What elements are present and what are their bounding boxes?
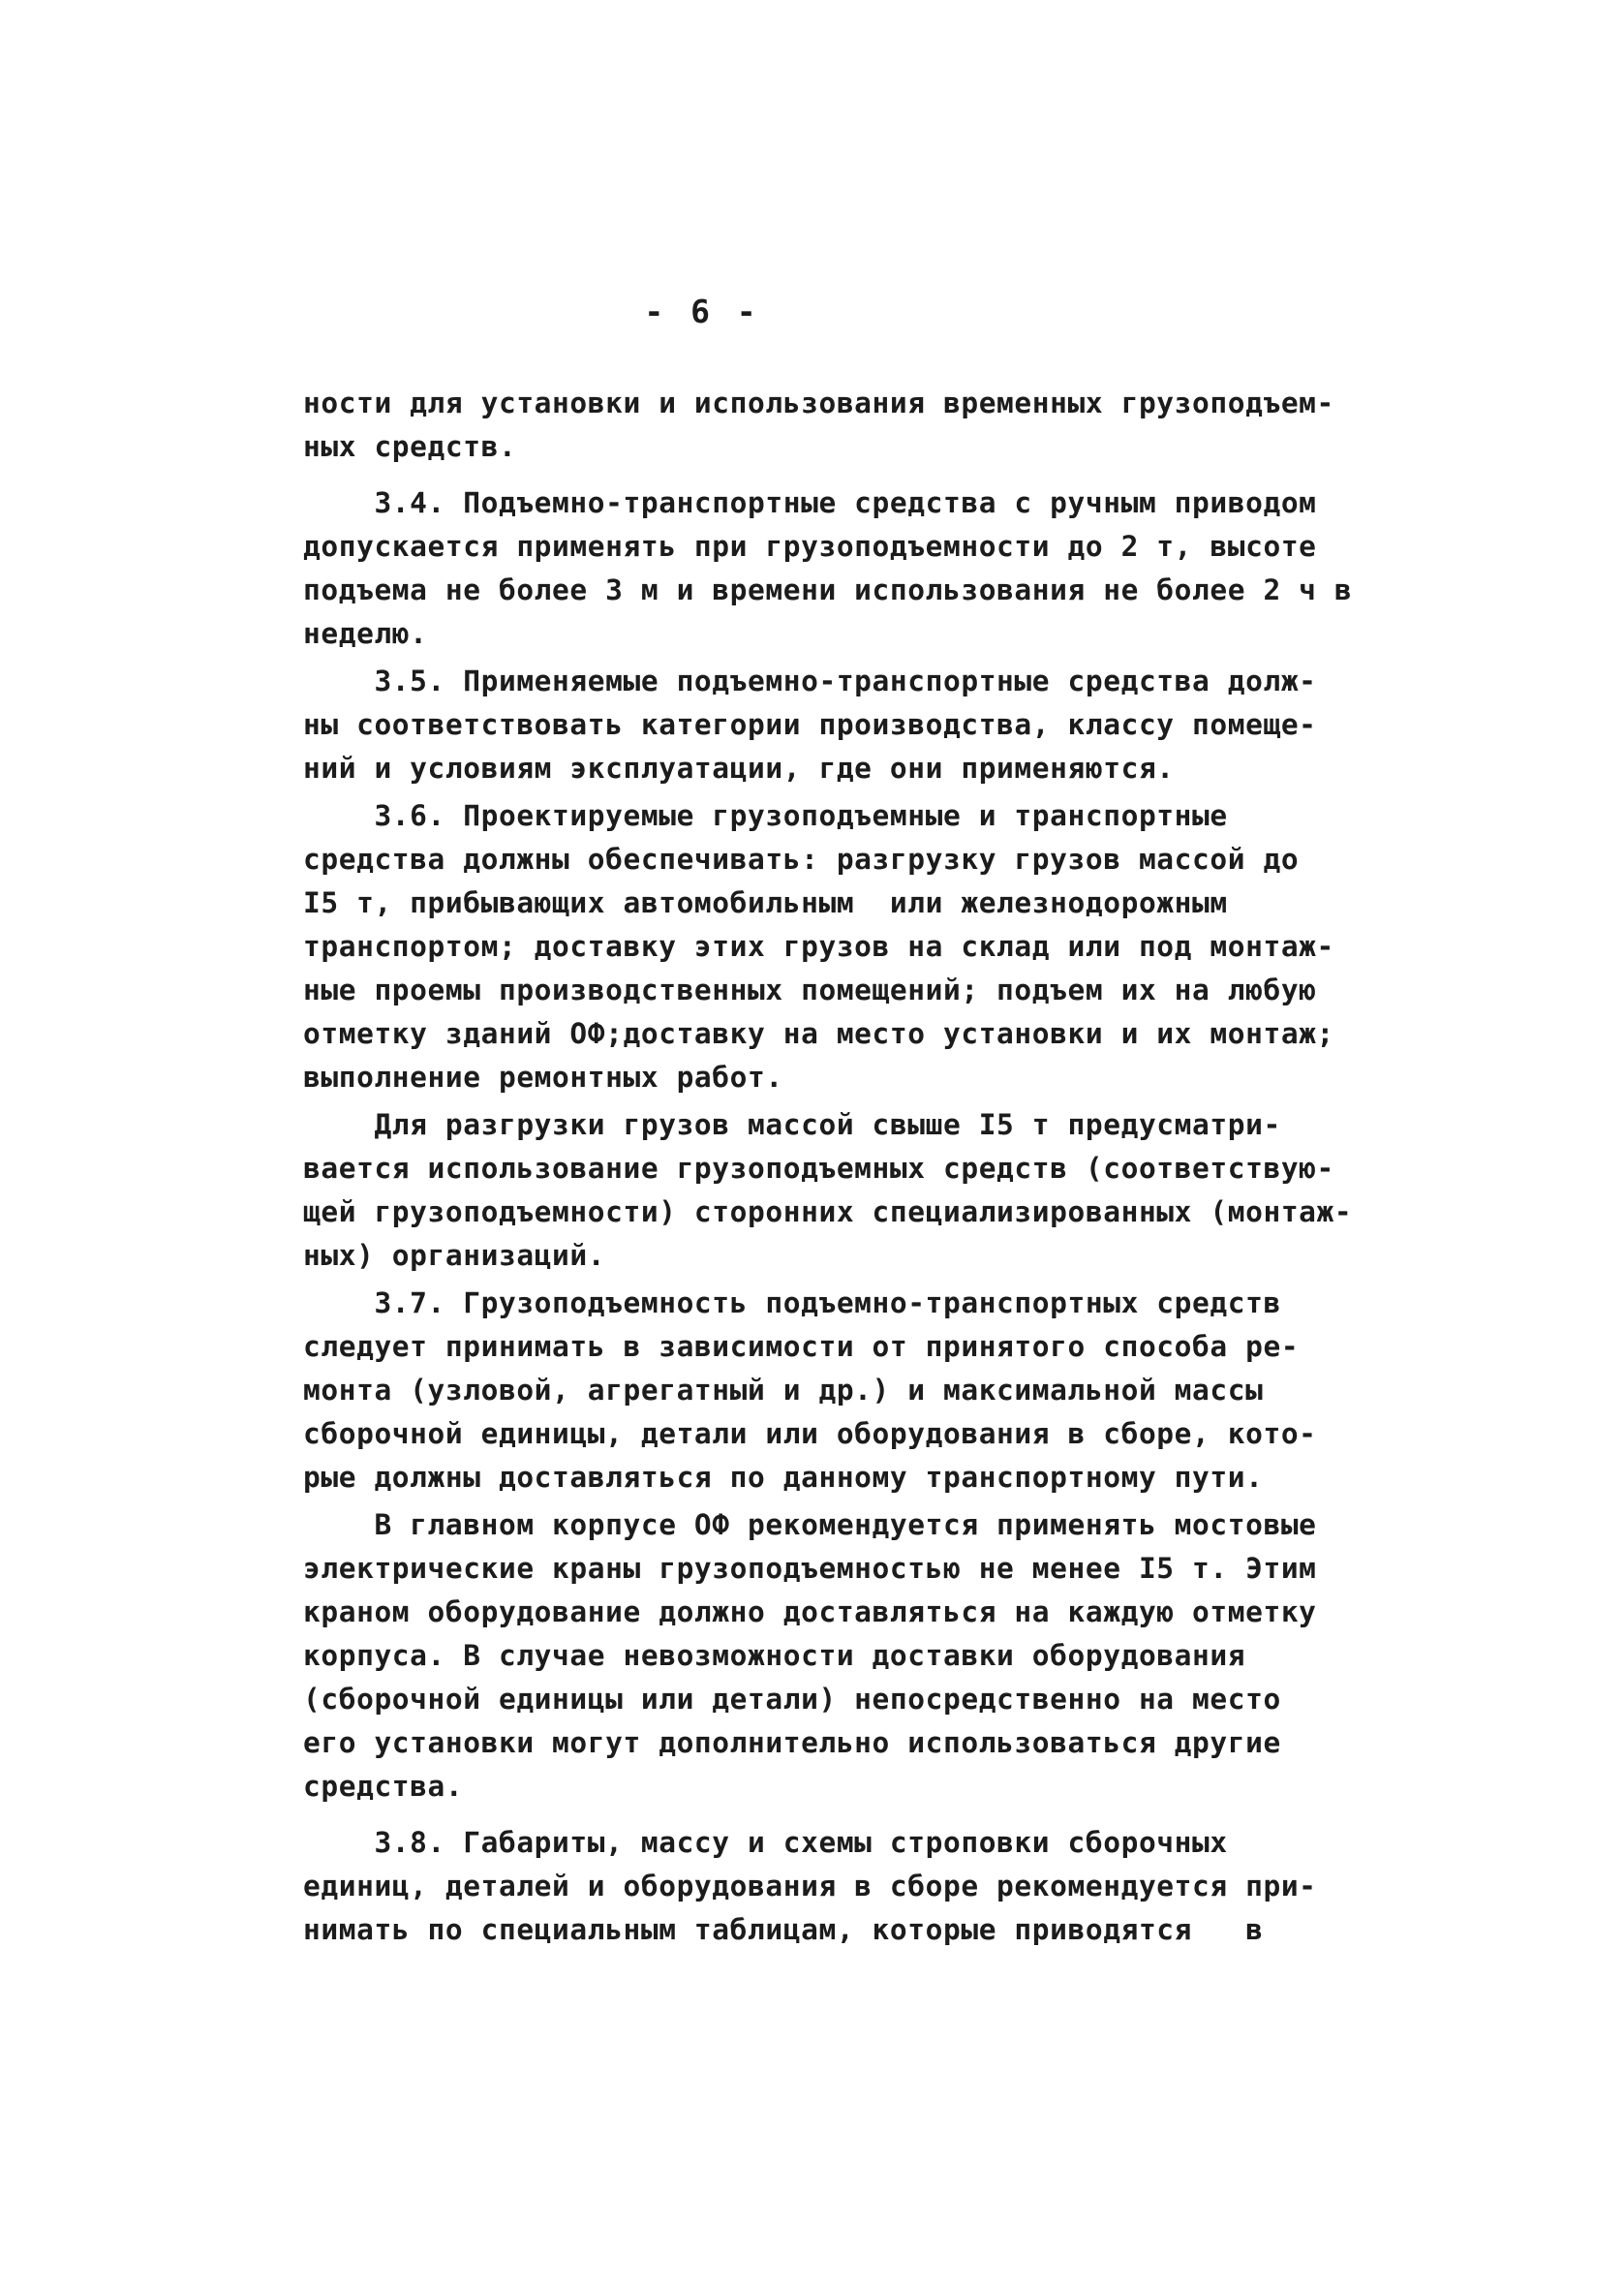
body-text <box>303 382 1388 1952</box>
text-line: средства должны обеспечивать: разгрузку грузов массой до <box>303 843 1300 876</box>
text-line: выполнение ремонтных работ. <box>303 1061 783 1094</box>
text-line: корпуса. В случае невозможности доставки оборудования <box>303 1639 1246 1672</box>
text-line: монта (узловой, агрегатный и др.) и максимальной массы <box>303 1374 1264 1407</box>
text-line: 3.6. Проектируемые грузоподъемные и транспортные <box>303 799 1228 832</box>
text-line: 3.5. Применяемые подъемно-транспортные средства долж- <box>303 665 1317 697</box>
text-line: 3.8. Габариты, массу и схемы строповки сборочных <box>303 1826 1228 1859</box>
paragraph-continuation <box>303 382 1388 469</box>
text-line: ний и условиям эксплуатации, где они применяются. <box>303 752 1175 785</box>
paragraph-3-4 <box>303 481 1388 656</box>
text-line: ных средств. <box>303 430 517 463</box>
paragraph-3-6 <box>303 794 1388 1099</box>
paragraph-3-5 <box>303 660 1388 790</box>
text-line: следует принимать в зависимости от принятого способа ре- <box>303 1330 1300 1363</box>
text-line: сборочной единицы, детали или оборудования в сборе, кото- <box>303 1417 1317 1450</box>
text-line: неделю. <box>303 617 428 650</box>
text-line: подъема не более 3 м и времени использования не более 2 ч в <box>303 573 1353 606</box>
text-line: 3.4. Подъемно-транспортные средства с ручным приводом <box>303 486 1317 519</box>
text-line: Для разгрузки грузов массой свыше I5 т предусматри- <box>303 1108 1281 1141</box>
text-line: электрические краны грузоподъемностью не менее I5 т. Этим <box>303 1552 1317 1585</box>
text-line: нимать по специальным таблицам, которые приводятся в <box>303 1913 1264 1946</box>
text-line: единиц, деталей и оборудования в сборе рекомендуется при- <box>303 1870 1317 1902</box>
paragraph-3-8 <box>303 1821 1388 1952</box>
page-number: - 6 - <box>644 293 760 330</box>
text-line: допускается применять при грузоподъемности до 2 т, высоте <box>303 530 1317 563</box>
text-line: ны соответствовать категории производства, классу помеще- <box>303 708 1317 741</box>
text-line: 3.7. Грузоподъемность подъемно-транспортных средств <box>303 1286 1281 1319</box>
text-line: I5 т, прибывающих автомобильным или железнодорожным <box>303 886 1228 919</box>
paragraph-3-7-continued <box>303 1503 1388 1809</box>
text-line: средства. <box>303 1770 464 1803</box>
text-line: ные проемы производственных помещений; подъем их на любую <box>303 974 1317 1006</box>
text-line: ности для установки и использования временных грузоподъем- <box>303 387 1334 419</box>
text-line: отметку зданий ОФ;доставку на место установки и их монтаж; <box>303 1017 1334 1050</box>
paragraph-3-7 <box>303 1282 1388 1500</box>
text-line: его установки могут дополнительно использоваться другие <box>303 1726 1281 1759</box>
text-line: В главном корпусе ОФ рекомендуется применять мостовые <box>303 1508 1317 1541</box>
text-line: транспортом; доставку этих грузов на склад или под монтаж- <box>303 930 1334 963</box>
text-line: рые должны доставляться по данному транспортному пути. <box>303 1461 1264 1494</box>
text-line: (сборочной единицы или детали) непосредственно на место <box>303 1683 1281 1716</box>
text-line: вается использование грузоподъемных средств (соответствую- <box>303 1152 1334 1185</box>
text-line: краном оборудование должно доставляться на каждую отметку <box>303 1595 1317 1628</box>
text-line: ных) организаций. <box>303 1239 606 1272</box>
text-line: щей грузоподъемности) сторонних специализированных (монтаж- <box>303 1195 1353 1228</box>
paragraph-3-6-continued <box>303 1103 1388 1278</box>
